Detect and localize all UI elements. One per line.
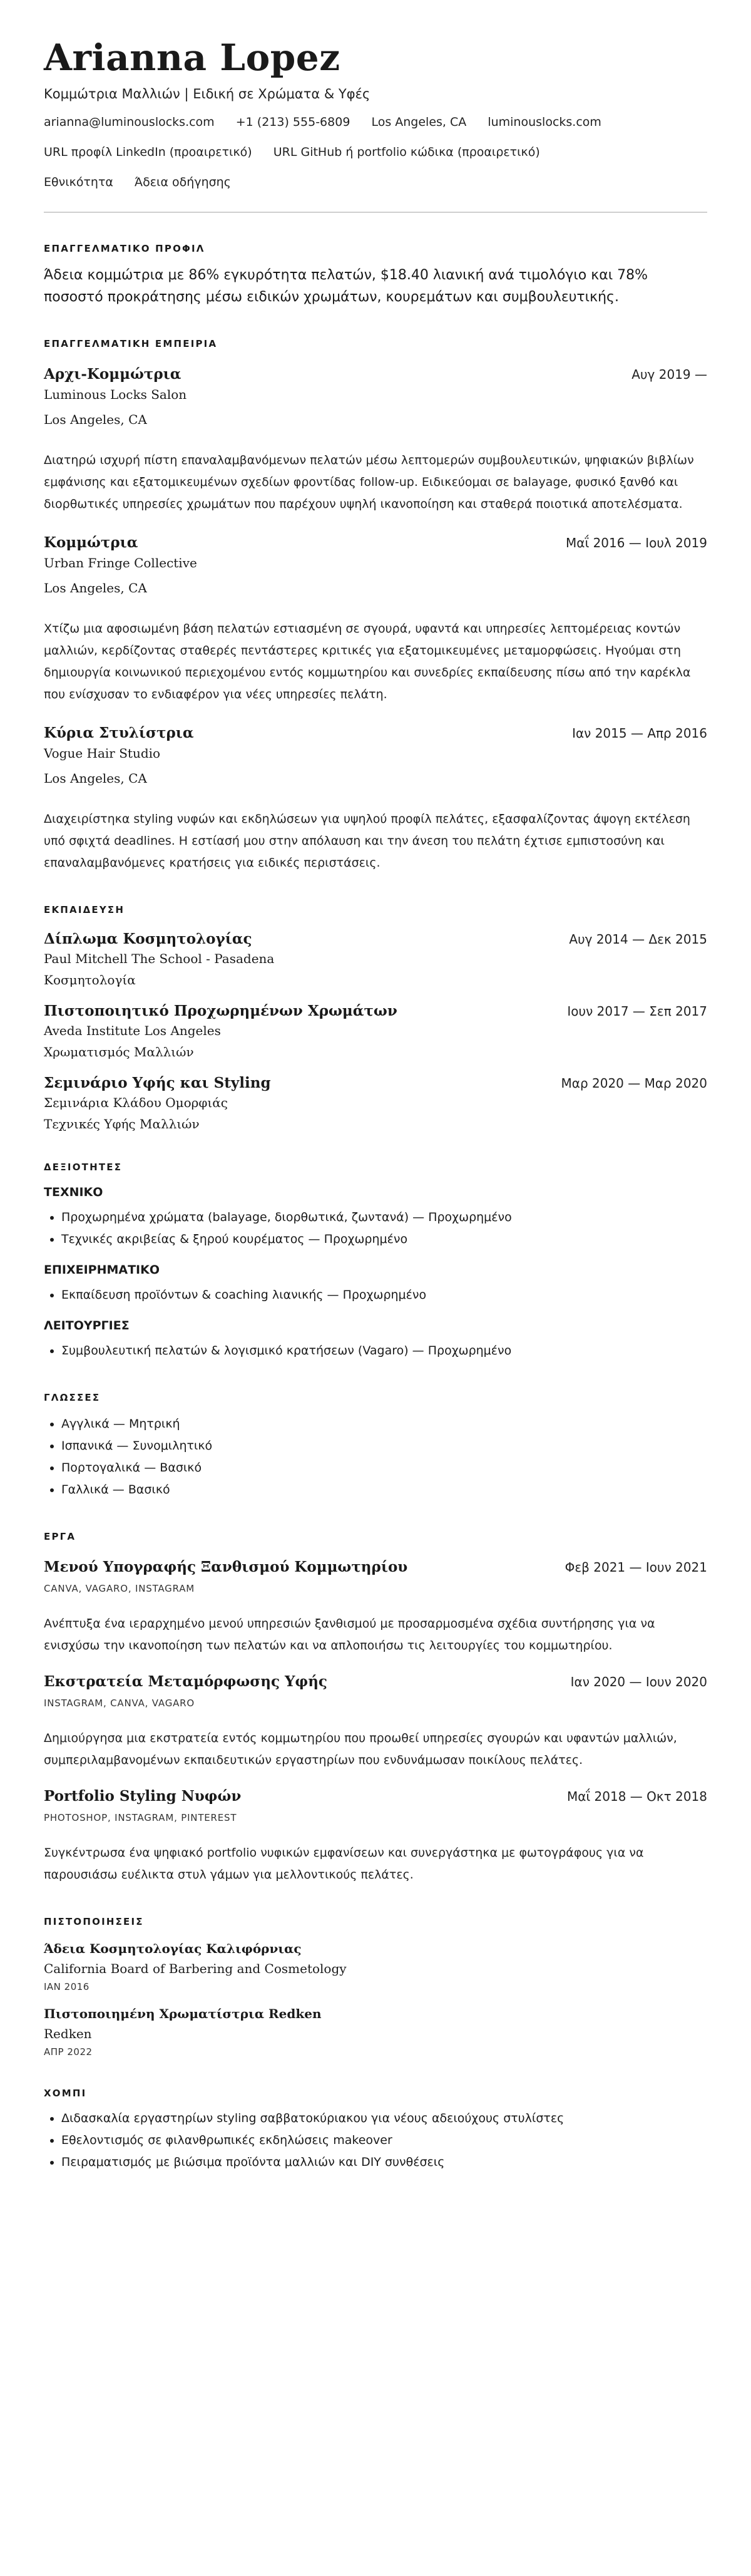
project-date: Φεβ 2021 — Ιουν 2021 <box>565 1560 707 1575</box>
job-title: Κύρια Στυλίστρια <box>44 724 194 741</box>
contact-row <box>44 114 707 130</box>
skill-category: ΕΠΙΧΕΙΡΗΜΑΤΙΚΟ <box>44 1263 160 1277</box>
skill-item: • Εκπαίδευση προϊόντων & coaching λιανικής — Προχωρημένο <box>61 1284 707 1306</box>
section-title-certifications: ΠΙΣΤΟΠΟΙΗΣΕΙΣ <box>44 1916 144 1927</box>
job-company: Luminous Locks Salon <box>44 387 187 402</box>
nationality-text: Εθνικότητα <box>44 175 113 189</box>
job-date: Μαΐ 2016 — Ιουλ 2019 <box>566 535 707 550</box>
project-tech: PHOTOSHOP, INSTAGRAM, PINTEREST <box>44 1812 237 1823</box>
header-divider <box>44 212 707 213</box>
section-title-summary: ΕΠΑΓΓΕΛΜΑΤΙΚΟ ΠΡΟΦΙΛ <box>44 243 205 254</box>
certification-name: Άδεια Κοσμητολογίας Καλιφόρνιας <box>44 1941 302 1956</box>
hobbies-list <box>44 2108 707 2173</box>
languages-list <box>44 1413 707 1501</box>
projects-list <box>44 1558 707 1886</box>
github-link[interactable]: URL GitHub ή portfolio κώδικα (προαιρετικό) <box>273 145 540 159</box>
experience-list <box>44 366 707 874</box>
project-date: Μαΐ 2018 — Οκτ 2018 <box>566 1789 707 1804</box>
degree-title: Πιστοποιητικό Προχωρημένων Χρωμάτων <box>44 1002 397 1019</box>
certifications-list <box>44 1941 707 2058</box>
project-title: Portfolio Styling Νυφών <box>44 1788 242 1805</box>
project-title: Μενού Υπογραφής Ξανθισμού Κομμωτηρίου <box>44 1558 408 1575</box>
study-field: Χρωματισμός Μαλλιών <box>44 1044 194 1059</box>
study-field: Κοσμητολογία <box>44 972 136 987</box>
hobby-item: • Διδασκαλία εργαστηρίων styling σαββατοκύριακου για νέους αδειούχους στυλίστες <box>61 2108 707 2130</box>
skill-category: ΛΕΙΤΟΥΡΓΙΕΣ <box>44 1319 130 1332</box>
driving-license-text: Άδεια οδήγησης <box>135 175 231 189</box>
project-entry <box>44 1558 707 1657</box>
job-title: Κομμώτρια <box>44 534 138 551</box>
skills-list <box>44 1185 707 1362</box>
linkedin-link[interactable]: URL προφίλ LinkedIn (προαιρετικό) <box>44 145 252 159</box>
degree-date: Μαρ 2020 — Μαρ 2020 <box>561 1076 707 1091</box>
location-text: Los Angeles, CA <box>371 115 467 129</box>
certification-entry <box>44 2006 707 2058</box>
language-item: • Ισπανικά — Συνομιλητικό <box>61 1435 707 1457</box>
email-link[interactable]: arianna@luminouslocks.com <box>44 115 215 129</box>
education-entry <box>44 1002 707 1059</box>
degree-title: Δίπλωμα Κοσμητολογίας <box>44 930 252 947</box>
hobby-item: • Πειραματισμός με βιώσιμα προϊόντα μαλλιών και DIY συνθέσεις <box>61 2151 707 2173</box>
section-title-projects: ΕΡΓΑ <box>44 1531 76 1542</box>
summary-text: Άδεια κομμώτρια με 86% εγκυρότητα πελατών, $18.40 λιανική ανά τιμολόγιο και 78% ποσοστό προκράτησης μέσω ειδικών χρωμάτων, κουρεμάτων και συμβουλευτικής. <box>44 267 648 305</box>
resume-page <box>44 35 707 2173</box>
certification-issuer: Redken <box>44 2026 92 2041</box>
job-location: Los Angeles, CA <box>44 412 147 427</box>
job-location: Los Angeles, CA <box>44 580 147 595</box>
skill-item: • Συμβουλευτική πελατών & λογισμικό κρατήσεων (Vagaro) — Προχωρημένο <box>61 1340 707 1362</box>
project-title: Εκστρατεία Μεταμόρφωσης Υφής <box>44 1673 327 1690</box>
phone-text: +1 (213) 555-6809 <box>235 115 350 129</box>
experience-entry <box>44 366 707 515</box>
job-date: Αυγ 2019 — <box>631 367 707 382</box>
project-tech: INSTAGRAM, CANVA, VAGARO <box>44 1698 195 1709</box>
certification-date: ΑΠΡ 2022 <box>44 2046 93 2058</box>
degree-date: Αυγ 2014 — Δεκ 2015 <box>569 932 707 947</box>
project-date: Ιαν 2020 — Ιουν 2020 <box>570 1674 707 1689</box>
school-name: Aveda Institute Los Angeles <box>44 1023 221 1038</box>
job-location: Los Angeles, CA <box>44 771 147 786</box>
section-title-languages: ΓΛΩΣΣΕΣ <box>44 1392 101 1403</box>
certification-issuer: California Board of Barbering and Cosmetology <box>44 1961 347 1976</box>
school-name: Paul Mitchell The School - Pasadena <box>44 951 275 966</box>
education-list <box>44 930 707 1131</box>
project-tech: CANVA, VAGARO, INSTAGRAM <box>44 1583 195 1594</box>
school-name: Σεμινάρια Κλάδου Ομορφιάς <box>44 1095 228 1110</box>
certification-name: Πιστοποιημένη Χρωματίστρια Redken <box>44 2006 322 2021</box>
skill-category: ΤΕΧΝΙΚΟ <box>44 1185 103 1199</box>
resume-header <box>44 35 707 190</box>
language-item: • Αγγλικά — Μητρική <box>61 1413 707 1435</box>
project-entry <box>44 1788 707 1886</box>
job-title: Αρχι-Κομμώτρια <box>44 366 181 383</box>
project-entry <box>44 1673 707 1771</box>
degree-date: Ιουν 2017 — Σεπ 2017 <box>567 1004 707 1019</box>
certification-entry <box>44 1941 707 1992</box>
hobby-item: • Εθελοντισμός σε φιλανθρωπικές εκδηλώσεις makeover <box>61 2130 707 2151</box>
skill-item: • Προχωρημένα χρώματα (balayage, διορθωτικά, ζωντανά) — Προχωρημένο <box>61 1207 707 1229</box>
language-item: • Γαλλικά — Βασικό <box>61 1479 707 1501</box>
job-description: Χτίζω μια αφοσιωμένη βάση πελατών εστιασμένη σε σγουρά, υφαντά και υπηρεσίες λεπτομέρειας κοντών μαλλιών, κερδίζοντας σταθερές πεντάστερες κριτικές για εξατομικευμένες μεταμορφώσεις. Ηγούμαι στη δημιουργία κοινωνικού περιεχομένου εντός κομμωτηρίου και συνεδρίες εκπαίδευσης πίσω από την καρέκλα που ενίσχυσαν το ενδιαφέρον για νέες υπηρεσίες πελάτη. <box>44 622 691 701</box>
job-company: Vogue Hair Studio <box>44 746 161 761</box>
section-title-hobbies: ΧΟΜΠΙ <box>44 2088 87 2099</box>
project-description: Συγκέντρωσα ένα ψηφιακό portfolio νυφικών εμφανίσεων και συνεργάστηκα με φωτογράφους για να παρουσιάσω ευέλικτα στυλ γάμων για μελλοντικούς πελάτες. <box>44 1846 644 1882</box>
candidate-name: Arianna Lopez <box>44 36 340 79</box>
certification-date: ΙΑΝ 2016 <box>44 1981 89 1992</box>
job-date: Ιαν 2015 — Απρ 2016 <box>572 726 707 741</box>
skill-items <box>44 1207 707 1250</box>
degree-title: Σεμινάριο Υφής και Styling <box>44 1074 271 1091</box>
project-description: Ανέπτυξα ένα ιεραρχημένο μενού υπηρεσιών ξανθισμού με προσαρμοσμένα σχέδια συντήρησης για να ενισχύσω την ικανοποίηση των πελατών και να απλοποιήσω τις λειτουργίες του κομμωτηρίου. <box>44 1617 655 1652</box>
skill-item: • Τεχνικές ακριβείας & ξηρού κουρέματος — Προχωρημένο <box>61 1229 707 1250</box>
skill-items <box>44 1340 707 1362</box>
skill-items <box>44 1284 707 1306</box>
job-company: Urban Fringe Collective <box>44 555 197 570</box>
section-title-experience: ΕΠΑΓΓΕΛΜΑΤΙΚΗ ΕΜΠΕΙΡΙΑ <box>44 338 218 349</box>
language-item: • Πορτογαλικά — Βασικό <box>61 1457 707 1479</box>
education-entry <box>44 930 707 987</box>
project-description: Δημιούργησα μια εκστρατεία εντός κομμωτηρίου που προωθεί υπηρεσίες σγουρών και υφαντών μαλλιών, συμπεριλαμβανομένων εκπαιδευτικών εργαστηρίων που ενδυνάμωσαν ποικίλους πελάτες. <box>44 1731 677 1767</box>
experience-entry <box>44 724 707 874</box>
section-title-skills: ΔΕΞΙΟΤΗΤΕΣ <box>44 1162 123 1173</box>
job-description: Διατηρώ ισχυρή πίστη επαναλαμβανόμενων πελατών μέσω λεπτομερών συμβουλευτικών, ψηφιακών βιβλίων εμφάνισης και εξατομικευμένων σχεδίων φροντίδας follow-up. Ειδικεύομαι σε balayage, φυσικό ξανθό και διορθωτικές υπηρεσίες χρωμάτων που παρέχουν υψηλή ικανοποίηση και σταθερά ποιοτικά αποτελέσματα. <box>44 453 694 511</box>
candidate-tagline: Κομμώτρια Μαλλιών | Ειδική σε Χρώματα & Υφές <box>44 86 370 101</box>
education-entry <box>44 1074 707 1131</box>
job-description: Διαχειρίστηκα styling νυφών και εκδηλώσεων για υψηλού προφίλ πελάτες, εξασφαλίζοντας άψογη εκτέλεση υπό σφιχτά deadlines. Η εστίασή μου στην απόλαυση και την άνεση του πελάτη έχτισε εμπιστοσύνη και επαναλαμβανόμενες κρατήσεις για ειδικές περιστάσεις. <box>44 812 690 870</box>
website-link[interactable]: luminouslocks.com <box>488 115 601 129</box>
section-title-education: ΕΚΠΑΙΔΕΥΣΗ <box>44 904 125 915</box>
profile-links-row <box>44 144 707 160</box>
personal-info-row <box>44 174 707 190</box>
study-field: Τεχνικές Υφής Μαλλιών <box>44 1116 200 1131</box>
experience-entry <box>44 534 707 706</box>
